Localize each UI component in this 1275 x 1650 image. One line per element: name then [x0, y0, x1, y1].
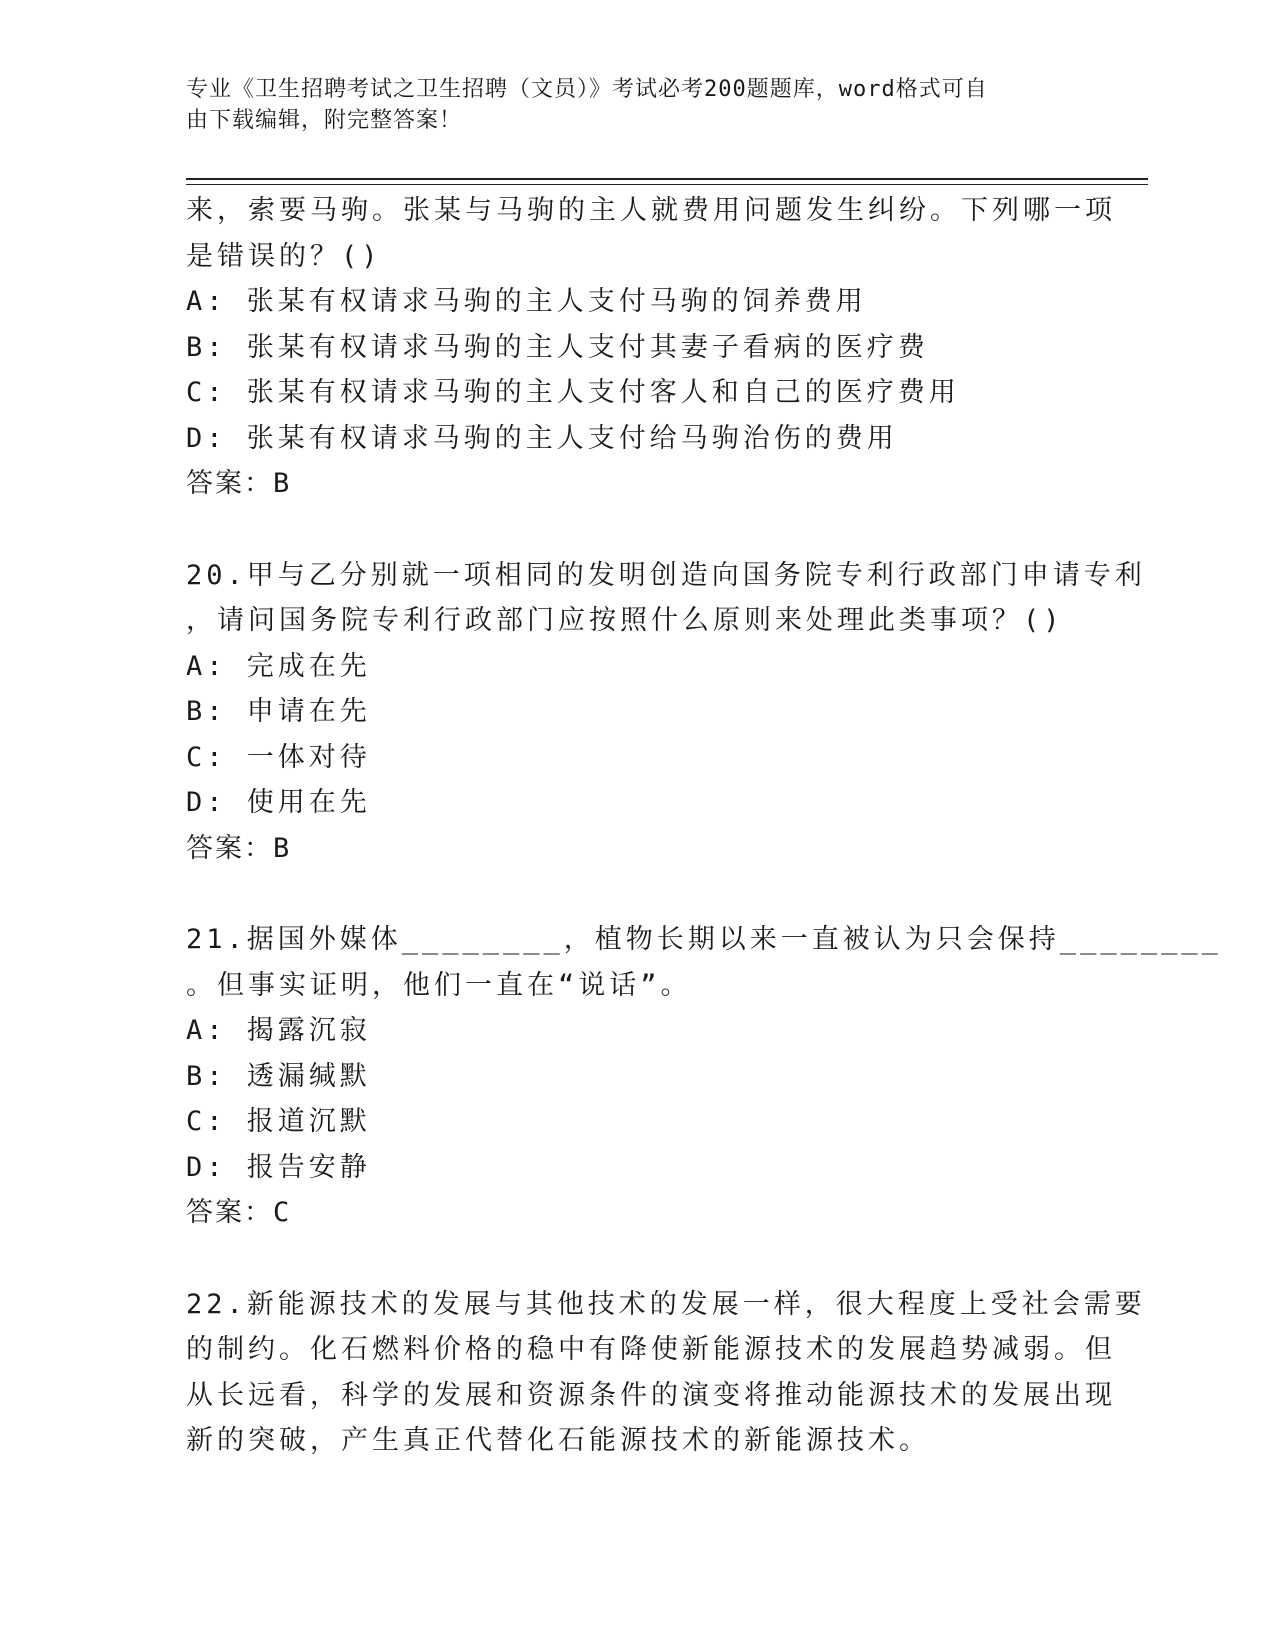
question-20 — [186, 553, 1146, 872]
option-c: C: 张某有权请求马驹的主人支付客人和自己的医疗费用 — [186, 377, 960, 408]
question-stem-line: 20.甲与乙分别就一项相同的发明创造向国务院专利行政部门申请专利 — [186, 559, 1146, 591]
question-stem-line: ，请问国务院专利行政部门应按照什么原则来处理此类事项？() — [186, 605, 1064, 636]
document-header — [186, 74, 1066, 136]
question-stem-line: 。但事实证明，他们一直在“说话”。 — [186, 969, 692, 1001]
option-a: A: 张某有权请求马驹的主人支付马驹的饲养费用 — [186, 286, 867, 317]
answer-value: B — [273, 468, 292, 499]
question-stem-line: 从长远看，科学的发展和资源条件的演变将推动能源技术的发展出现 — [186, 1379, 1116, 1411]
question-stem-line: 新的突破，产生真正代替化石能源技术的新能源技术。 — [186, 1425, 930, 1456]
question-stem-line: 21.据国外媒体________，植物长期以来一直被认为只会保持________ — [186, 924, 1222, 955]
answer-line — [186, 461, 1086, 507]
option-b: B: 透漏缄默 — [186, 1060, 371, 1092]
question-stem-line: 的制约。化石燃料价格的稳中有降使新能源技术的发展趋势减弱。但 — [186, 1334, 1116, 1365]
question-spacer — [186, 871, 1086, 917]
question-22 — [186, 1282, 1146, 1464]
question-stem-line: 22.新能源技术的发展与其他技术的发展一样，很大程度上受社会需要 — [186, 1288, 1146, 1320]
question-spacer — [186, 1236, 1086, 1282]
question-stem-line: 来，索要马驹。张某与马驹的主人就费用问题发生纠纷。下列哪一项 — [186, 195, 1116, 226]
option-d: D: 报告安静 — [186, 1151, 371, 1183]
question-21 — [186, 917, 1222, 1236]
question-19 — [186, 188, 1116, 507]
option-c: C: 报道沉默 — [186, 1106, 371, 1137]
answer-value: B — [273, 832, 292, 864]
answer-line — [186, 1190, 1086, 1236]
option-a: A: 完成在先 — [186, 650, 371, 682]
answer-label: 答案： — [186, 1197, 273, 1228]
header-line-1: 专业《卫生招聘考试之卫生招聘（文员）》考试必考200题题库，word格式可自 — [186, 77, 988, 102]
option-b: B: 张某有权请求马驹的主人支付其妻子看病的医疗费 — [186, 331, 929, 363]
question-stem-line: 是错误的？() — [186, 240, 382, 272]
answer-label: 答案： — [186, 468, 273, 499]
header-line-2: 由下载编辑，附完整答案！ — [186, 108, 463, 133]
answer-line — [186, 826, 1086, 872]
answer-value: C — [273, 1197, 292, 1228]
answer-label: 答案： — [186, 832, 273, 864]
header-rule-thick — [186, 178, 1148, 180]
option-d: D: 张某有权请求马驹的主人支付给马驹治伤的费用 — [186, 422, 898, 454]
option-a: A: 揭露沉寂 — [186, 1015, 371, 1046]
question-spacer — [186, 507, 1086, 553]
option-d: D: 使用在先 — [186, 787, 371, 818]
question-list — [186, 188, 1222, 1464]
option-b: B: 申请在先 — [186, 696, 371, 727]
header-rule-thin — [186, 184, 1148, 185]
option-c: C: 一体对待 — [186, 741, 371, 773]
